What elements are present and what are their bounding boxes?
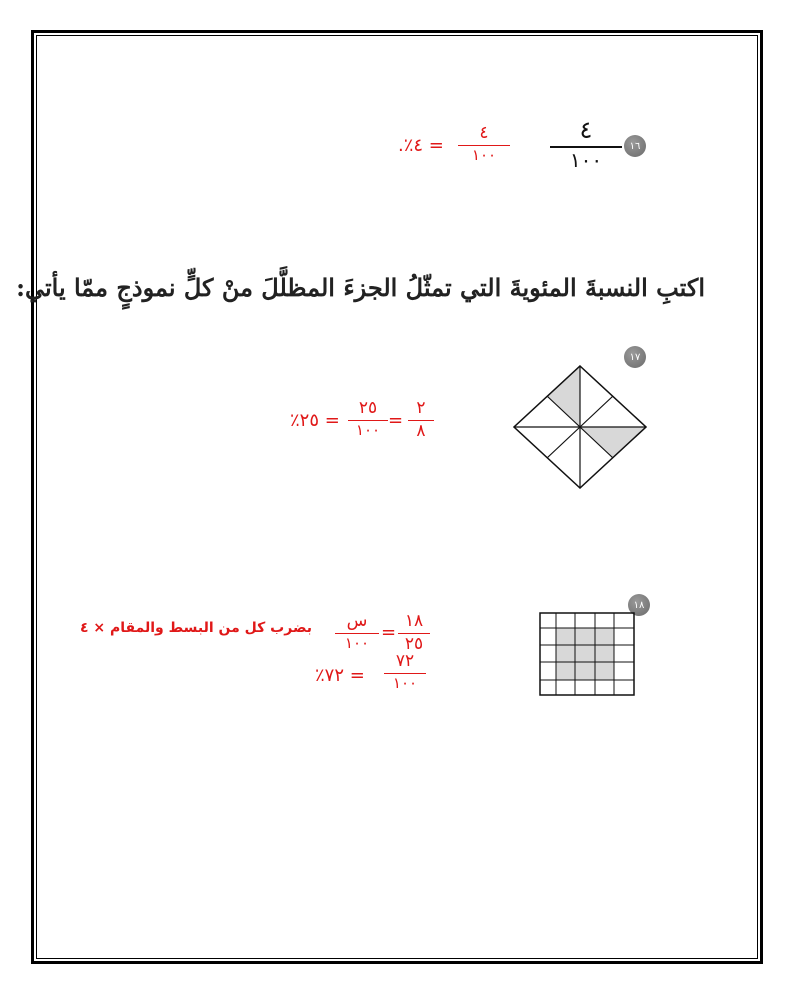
problem-18-answer-fraction: [384, 653, 426, 691]
fraction-numerator: ٤: [479, 123, 489, 143]
fraction-numerator: ٧٢: [395, 651, 415, 671]
fraction-denominator: ٨: [416, 421, 426, 441]
problem-17-fraction-1: [408, 400, 434, 440]
equals-sign: =: [381, 622, 397, 643]
equals-sign: =: [388, 410, 404, 431]
shaded-region: [556, 628, 614, 680]
problem-17-diamond-model: [513, 365, 647, 489]
instruction-heading: اكتبِ النسبةَ المئويةَ التي تمثّلُ الجزءَ المظلَّلَ منْ كلٍّ نموذجٍ ممّا يأتي:: [16, 273, 705, 302]
fraction-numerator: ١٨: [404, 611, 424, 631]
fraction-numerator: س: [346, 611, 368, 631]
fraction-denominator: ١٠٠: [471, 146, 497, 164]
page-frame-inner: [16, 35, 758, 959]
problem-18-badge: ١٨: [628, 594, 650, 616]
problem-18-note: بضرب كل من البسط والمقام × ٤: [80, 620, 312, 636]
fraction-numerator: ٢٥: [358, 398, 378, 418]
problem-18-result: ٪٧٢ =: [315, 665, 365, 686]
fraction-denominator: ١٠٠: [392, 674, 418, 692]
problem-17-result: ٪٢٥ =: [290, 410, 340, 431]
problem-17-badge: ١٧: [624, 346, 646, 368]
problem-16-answer-result: .٪٤ =: [398, 135, 444, 156]
problem-18-grid-model: [539, 612, 635, 696]
problem-17-fraction-2: [348, 400, 388, 438]
problem-16-badge: ١٦: [624, 135, 646, 157]
fraction-denominator: ١٠٠: [344, 634, 370, 652]
fraction-denominator: ١٠٠: [355, 421, 381, 439]
fraction-denominator: ١٠٠: [569, 148, 603, 172]
fraction-numerator: ٤: [579, 116, 593, 144]
shaded-triangle: [580, 427, 646, 458]
fraction-numerator: ٢: [416, 398, 426, 418]
problem-18-right-fraction: [335, 613, 379, 651]
fraction-denominator: ٢٥: [404, 634, 424, 654]
problem-16-answer-fraction: [458, 125, 510, 163]
problem-18-left-fraction: [398, 613, 430, 653]
shaded-triangle: [547, 365, 580, 427]
problem-16-given-fraction: [550, 118, 622, 170]
